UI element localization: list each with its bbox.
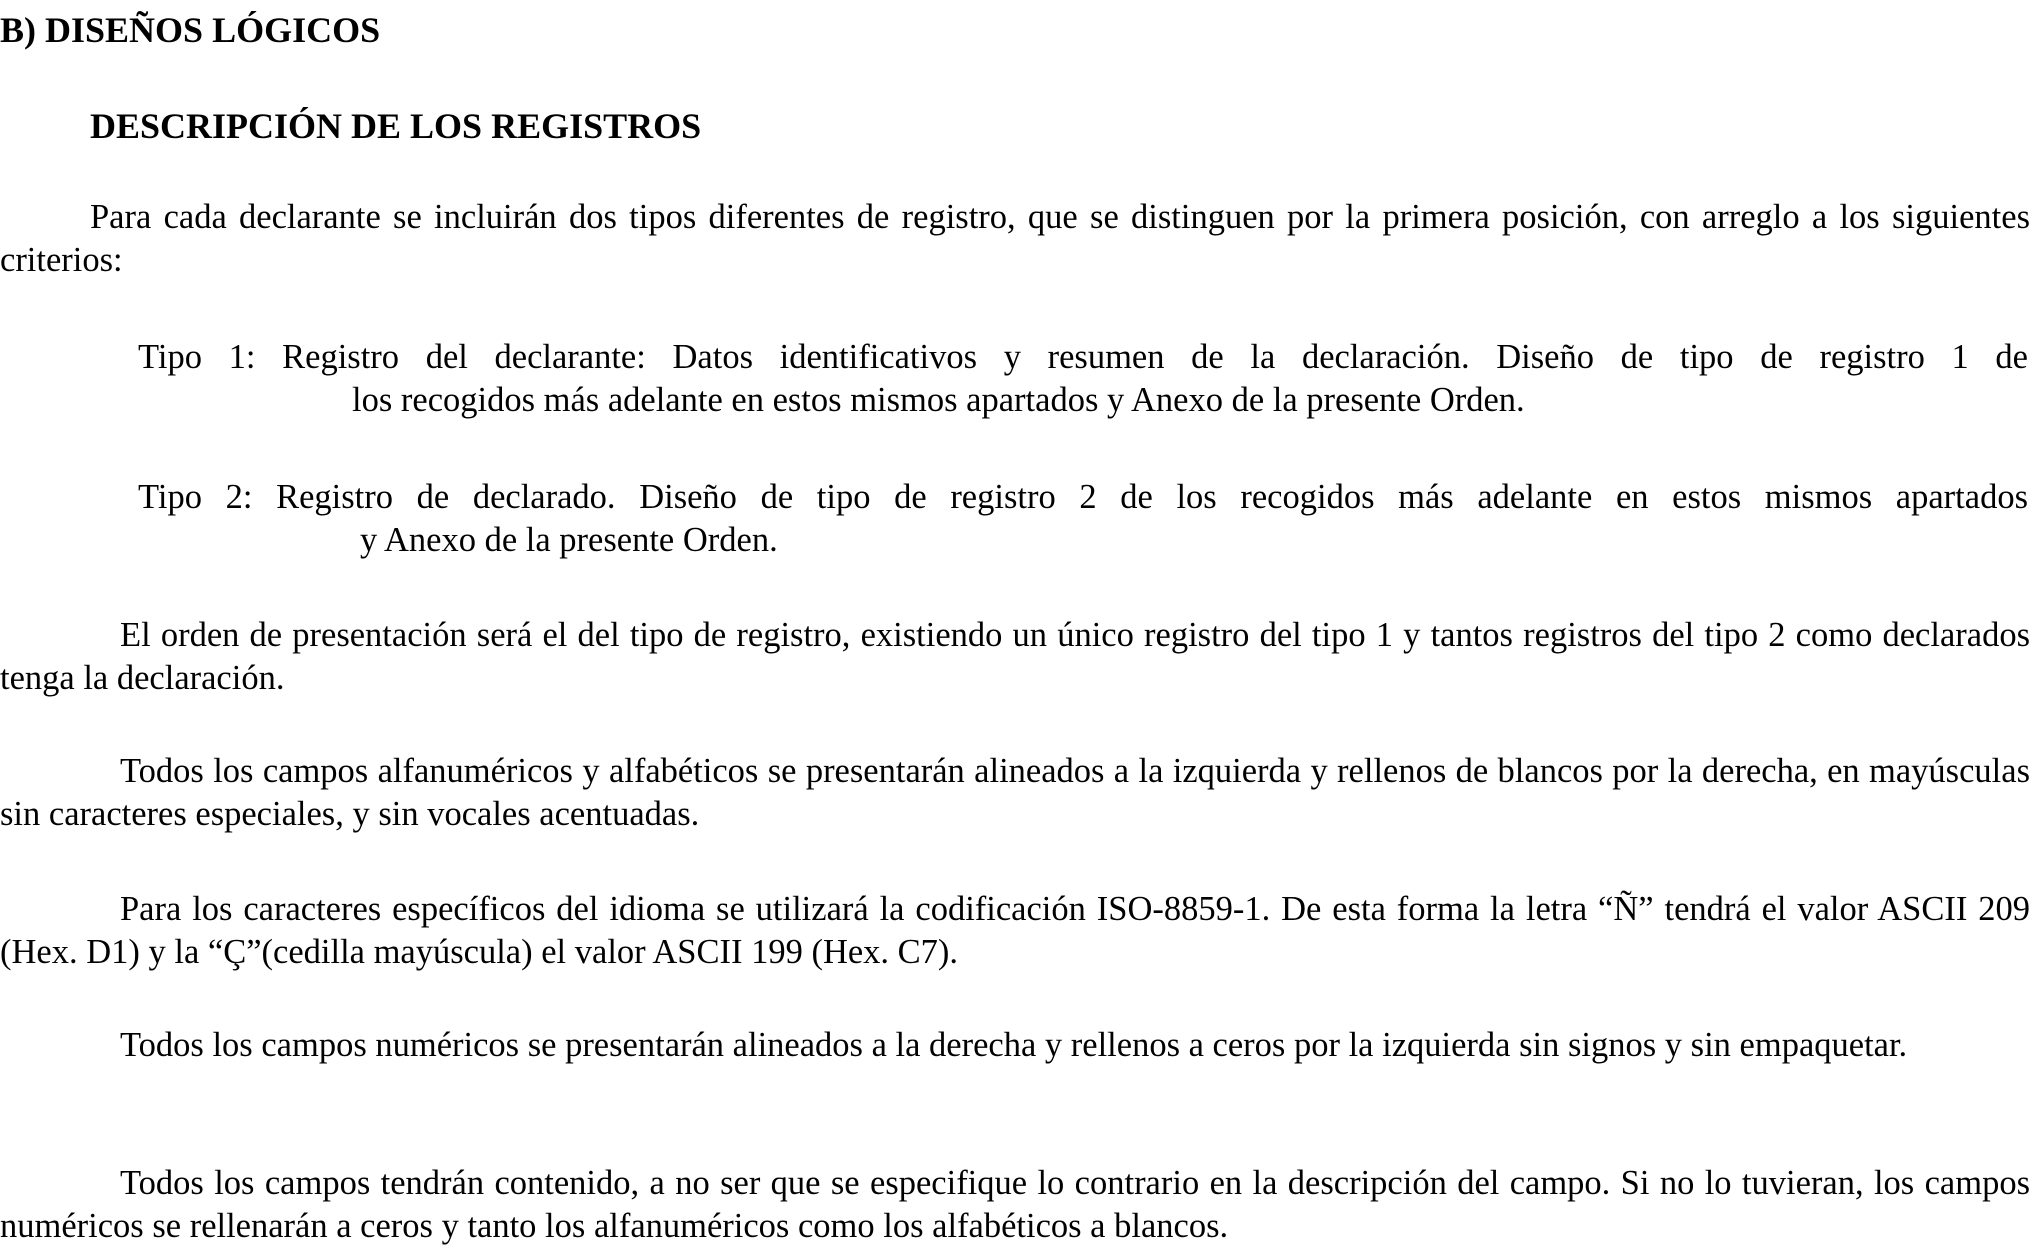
record-type-2-line1: Tipo 2: Registro de declarado. Diseño de tipo de registro 2 de los recogidos más adelante en estos mismos apartados <box>138 478 2028 516</box>
paragraph-encoding: Para los caracteres específicos del idioma se utilizará la codificación ISO-8859-1. De esta forma la letra “Ñ” tendrá el valor ASCII 209 (Hex. D1) y la “Ç”(cedilla mayúscula) el valor ASCII 199 (Hex. C7). <box>0 890 2030 971</box>
intro-paragraph: Para cada declarante se incluirán dos tipos diferentes de registro, que se distinguen por la primera posición, con arreglo a los siguientes criterios: <box>0 198 2030 279</box>
paragraph-numeric: Todos los campos numéricos se presentarán alineados a la derecha y rellenos a ceros por la izquierda sin signos y sin empaquetar. <box>120 1026 1908 1064</box>
record-type-2 <box>138 476 2028 562</box>
subsection-title: DESCRIPCIÓN DE LOS REGISTROS <box>90 106 702 146</box>
record-type-1-line1: Tipo 1: Registro del declarante: Datos identificativos y resumen de la declaración. Diseño de tipo de registro 1 de <box>138 338 2028 376</box>
paragraph-content: Todos los campos tendrán contenido, a no ser que se especifique lo contrario en la descripción del campo. Si no lo tuvieran, los campos numéricos se rellenarán a ceros y tanto los alfanuméricos como los alfabéticos a blancos. <box>0 1164 2030 1245</box>
section-title: B) DISEÑOS LÓGICOS <box>0 10 381 50</box>
paragraph-order: El orden de presentación será el del tipo de registro, existiendo un único registro del tipo 1 y tantos registros del tipo 2 como declarados tenga la declaración. <box>0 616 2030 697</box>
record-type-1 <box>138 336 2028 422</box>
record-type-2-line2: y Anexo de la presente Orden. <box>360 521 778 559</box>
paragraph-alphanumeric: Todos los campos alfanuméricos y alfabéticos se presentarán alineados a la izquierda y rellenos de blancos por la derecha, en mayúsculas sin caracteres especiales, y sin vocales acentuadas. <box>0 752 2030 833</box>
record-type-1-line2: los recogidos más adelante en estos mismos apartados y Anexo de la presente Orden. <box>352 381 1525 419</box>
